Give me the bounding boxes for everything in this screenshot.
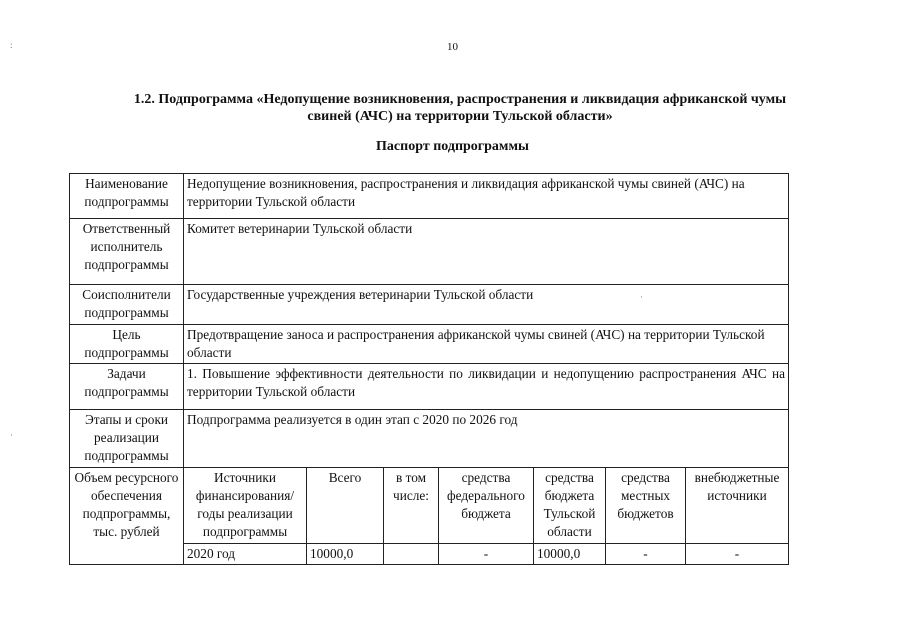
table-row [70,219,789,285]
finance-including [384,544,439,565]
finance-header-extrabudgetary: внебюджетные источники [686,468,789,544]
table-row [70,174,789,219]
finance-header-sources: Источники финансирования/ годы реализации подпрограммы [184,468,307,544]
row-value: Комитет ветеринарии Тульской области [184,219,789,285]
title-line-2: свиней (АЧС) на территории Тульской области» [307,109,613,124]
table-row [70,364,789,410]
finance-header-including: в том числе: [384,468,439,544]
row-label: Этапы и сроки реализации подпрограммы [70,410,184,468]
scan-speck: · [10,430,13,440]
row-value: 1. Повышение эффективности деятельности по ликвидации и недопущению распространения АЧС на территории Тульской области [184,364,789,410]
row-label: Соисполнители подпрограммы [70,285,184,325]
scan-speck: : [10,40,13,50]
table-row [70,285,789,325]
row-value: Подпрограмма реализуется в один этап с 2020 по 2026 год [184,410,789,468]
row-label: Цель подпрограммы [70,325,184,364]
finance-regional: 10000,0 [534,544,606,565]
page-number: 10 [447,41,458,53]
finance-header-row [70,468,789,544]
finance-extrabudgetary: - [686,544,789,565]
row-value: Государственные учреждения ветеринарии Тульской области [184,285,789,325]
finance-year: 2020 год [184,544,307,565]
title-line-1: 1.2. Подпрограмма «Недопущение возникновения, распространения и ликвидация африканской чумы [133,92,787,107]
document-title [80,91,840,125]
table-row [70,325,789,364]
row-label: Задачи подпрограммы [70,364,184,410]
scan-speck: · [640,292,643,302]
row-value: Недопущение возникновения, распространения и ликвидация африканской чумы свиней (АЧС) на территории Тульской области [184,174,789,219]
passport-heading: Паспорт подпрограммы [376,139,529,154]
row-label: Наименование подпрограммы [70,174,184,219]
finance-header-local: средства местных бюджетов [606,468,686,544]
finance-total: 10000,0 [307,544,384,565]
table-row [70,410,789,468]
finance-header-federal: средства федерального бюджета [439,468,534,544]
finance-header-regional: средства бюджета Тульской области [534,468,606,544]
row-label: Ответственный исполнитель подпрограммы [70,219,184,285]
passport-table [69,173,789,565]
finance-federal: - [439,544,534,565]
finance-header-total: Всего [307,468,384,544]
finance-label: Объем ресурсного обеспечения подпрограммы, тыс. рублей [70,468,184,565]
finance-local: - [606,544,686,565]
row-value: Предотвращение заноса и распространения африканской чумы свиней (АЧС) на территории Тульской области [184,325,789,364]
